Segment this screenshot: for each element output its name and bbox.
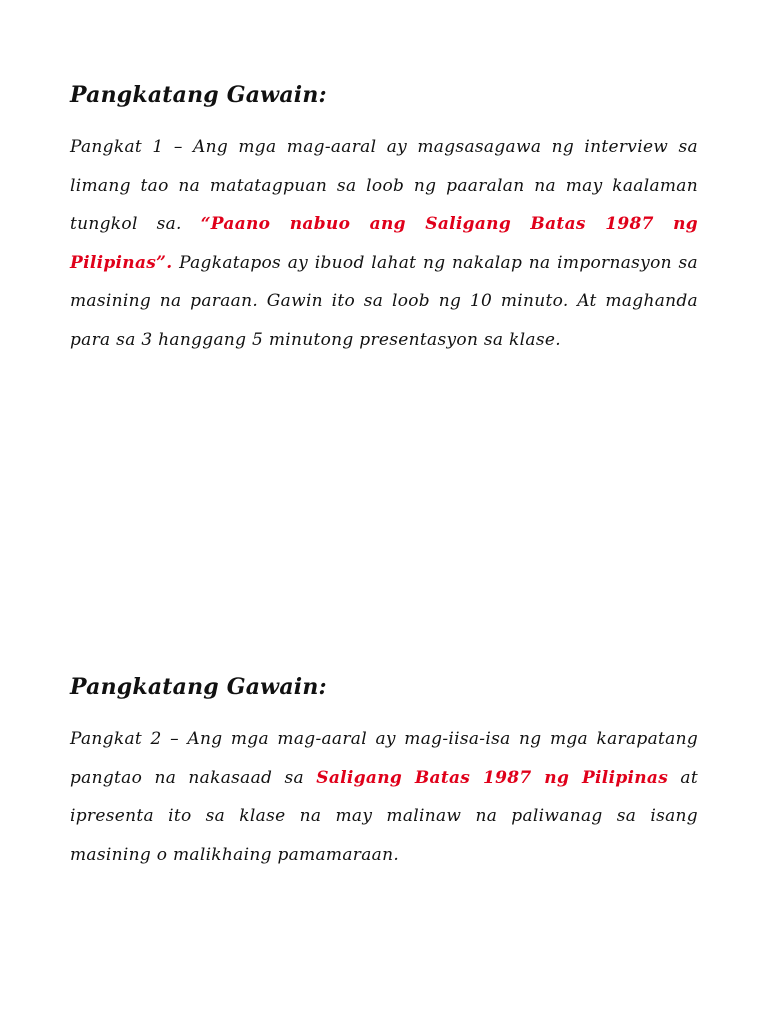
paragraph-text: Pagkatapos ay ibuod lahat ng nakalap na impornasyon sa masining na paraan. Gawin ito sa loob ng 10 minuto. At maghanda para sa 3 hanggang 5 minutong presentasyon sa klase. xyxy=(70,252,698,350)
activity-paragraph xyxy=(70,128,698,359)
activity-paragraph xyxy=(70,720,698,874)
paragraph-text: Pangkat 1 – Ang mga mag-aaral ay magsasagawa ng interview sa limang tao na matatagpuan sa loob ng paaralan na may kaalaman tungkol sa. xyxy=(70,137,698,234)
highlighted-title: “Paano nabuo ang Saligang Batas 1987 ng Pilipinas”. xyxy=(70,214,698,273)
activity-section-1 xyxy=(70,78,698,359)
paragraph-text: at ipresenta ito sa klase na may malinaw na paliwanag sa isang masining o malikhaing pamamaraan. xyxy=(70,767,698,865)
section-heading: Pangkatang Gawain: xyxy=(70,674,327,700)
activity-section-2 xyxy=(70,670,698,874)
section-heading: Pangkatang Gawain: xyxy=(70,82,327,108)
highlighted-title: Saligang Batas 1987 ng Pilipinas xyxy=(316,767,669,788)
paragraph-text: Pangkat 2 – Ang mga mag-aaral ay mag-iisa-isa ng mga karapatang pangtao na nakasaad sa xyxy=(70,729,698,788)
